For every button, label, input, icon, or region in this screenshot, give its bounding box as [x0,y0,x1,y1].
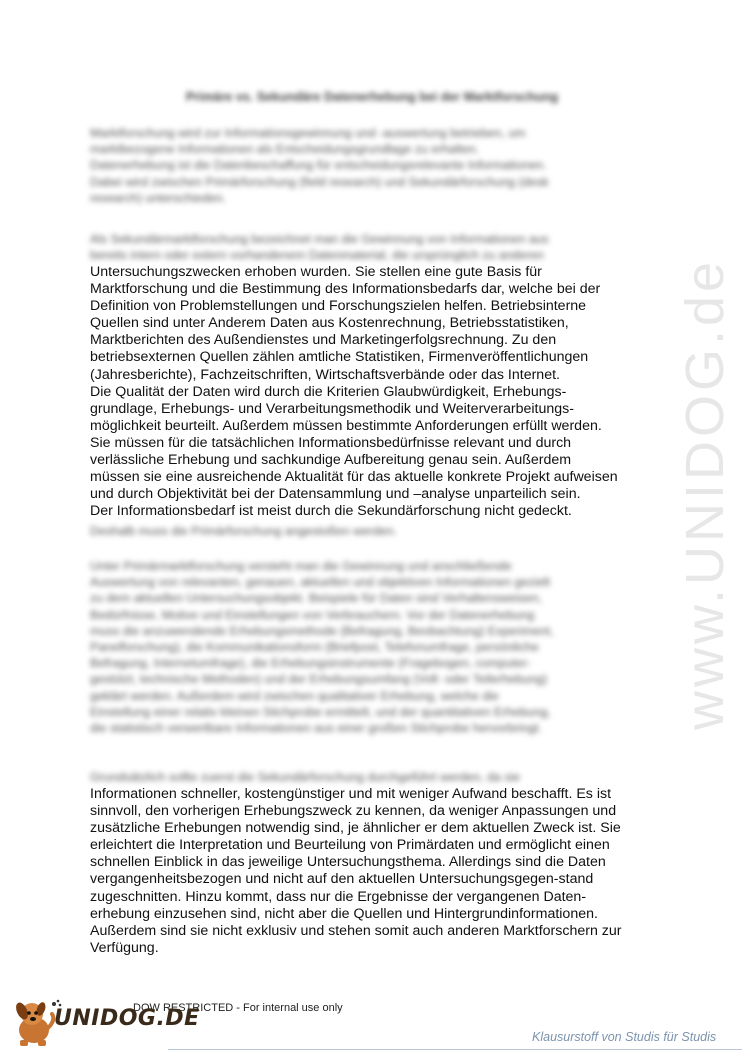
text-line: verlässliche Erhebung und sachkundige Aufbereitung genau sein. Außerdem [90,452,572,469]
text-line: sinnvoll, den vorherigen Erhebungszweck zu kennen, da weniger Anpassungen und [90,803,617,820]
paragraph-secondary [90,264,654,520]
text-line: zu dem aktuellen Untersuchungsobjekt. Beispiele für Daten sind Verhaltensweisen, [90,591,542,606]
text-line: Datenerhebung ist die Datenbeschaffung für entscheidungsrelevante Informationen. [90,158,547,173]
text-line: müssen sie eine ausreichende Aktualität für das aktuelle konkrete Projekt aufweisen [90,469,618,486]
paragraph-primary [90,558,654,736]
text-line: schnellen Einblick in das jeweilige Untersuchungsthema. Allerdings sind die Daten [90,854,606,871]
text-line: Grundsätzlich sollte zuerst die Sekundärforschung durchgeführt werden, da sie [90,770,520,784]
text-line: betriebsexternen Quellen zählen amtliche Statistiken, Firmenveröffentlichungen [90,349,589,366]
text-line: vergangenheitsbezogen und nicht auf den aktuellen Untersuchungsgegen-stand [90,871,594,888]
text-line: Befragung, Internetumfrage), die Erhebungsinstrumente (Fragebogen, computer- [90,656,531,671]
unidog-watermark: www.UNIDOG.de [675,257,735,730]
text-line: Verfügung. [90,939,159,956]
paragraph-secondary-blurred-start [90,231,654,263]
text-line: marktbezogene Informationen als Entscheidungsgrundlage zu erhalten. [90,142,479,157]
text-line: erleichtert die Interpretation und Beurteilung von Primärdaten und ermöglicht einen [90,837,610,854]
text-line: die statistisch verwertbare Informationen aus einer großen Stichprobe hervorbringt. [90,721,542,736]
text-line: Marktforschung wird zur Informationsgewinnung und -auswertung betrieben, um [90,126,526,140]
text-line: gestützt, technische Methoden) und der Erhebungsumfang (Voll- oder Teilerhebung) [90,672,548,687]
paragraph-secondary-blurred-end [90,523,654,539]
text-line: Der Informationsbedarf ist meist durch die Sekundärforschung nicht gedeckt. [90,503,572,520]
document-title: Primäre vs. Sekundäre Datenerhebung bei der Marktforschung [185,90,559,104]
text-line: Panelforschung), die Kommunikationsform (Briefpost, Telefonumfrage, persönliche [90,640,539,655]
text-line: grundlage, Erhebungs- und Verarbeitungsmethodik und Weiterverarbeitungs- [90,400,574,417]
text-line: geklärt werden. Außerdem wird zwischen qualitativer Erhebung, welche die [90,688,499,703]
text-line: möglichkeit beurteilt. Außerdem müssen bestimmte Anforderungen erfüllt werden. [90,417,602,434]
text-line: und durch Objektivität bei der Datensammlung und –analyse unparteilich sein. [90,486,581,503]
paragraph-conclusion-blurred-start [90,769,654,785]
text-line: Als Sekundärmarktforschung bezeichnet man die Gewinnung von Informationen aus [90,232,549,246]
text-line: Marktberichten des Außendienstes und Marketingerfolgsrechnung. Zu den [90,332,557,349]
text-line: Definition von Problemstellungen und Forschungszielen helfen. Betriebsinterne [90,298,587,315]
text-line: Auswertung von relevanten, genauen, aktuellen und objektiven Informationen gezielt [90,575,551,590]
text-line: zugeschnitten. Hinzu kommt, dass nur die Ergebnisse der vergangenen Daten- [90,888,587,905]
text-line: Untersuchungszwecken erhoben wurden. Sie stellen eine gute Basis für [90,264,542,280]
text-line: Marktforschung und die Bestimmung des Informationsbedarfs dar, welche bei der [90,281,601,298]
text-line: muss die anzuwendende Erhebungsmethode (Befragung, Beobachtung) Experiment, [90,623,554,638]
text-line: Bedürfnisse, Motive und Einstellungen von Verbrauchern. Vor der Datenerhebung [90,607,535,622]
text-line: Außerdem sind sie nicht exklusiv und stehen somit auch anderen Marktforschern zur [90,922,622,939]
text-line: research) unterschieden. [90,190,227,205]
text-line: Unter Primärmarktforschung versteht man die Gewinnung und anschließende [90,559,512,573]
paragraph-conclusion [90,786,654,957]
text-line: Sie müssen für die tatsächlichen Informationsbedürfnisse relevant und durch [90,434,572,451]
text-line: Deshalb muss die Primärforschung angestoßen werden. [90,524,397,538]
restricted-notice: DOW RESTRICTED - For internal use only [133,1002,343,1014]
footer-slogan: Klausurstoff von Studis für Studis [532,1030,717,1044]
text-line: Die Qualität der Daten wird durch die Kriterien Glaubwürdigkeit, Erhebungs- [90,383,567,400]
text-line: bereits intern oder extern vorhandenem Datenmaterial, die ursprünglich zu anderen [90,248,544,263]
text-line: Dabei wird zwischen Primärforschung (field research) und Sekundärforschung (desk [90,174,549,189]
text-line: Einstellung einer relativ kleinen Stichprobe ermittelt, und der quantitativen Erhebung, [90,704,551,719]
footer-divider [168,1049,742,1050]
unidog-logo-text: UNIDOG.DE [54,1006,200,1031]
text-line: erhebung einzusehen sind, nicht aber die Quellen und Hintergrundinformationen. [90,905,598,922]
text-line: Quellen sind unter Anderem Daten aus Kostenrechnung, Betriebsstatistiken, [90,315,569,332]
text-line: Informationen schneller, kostengünstiger und mit weniger Aufwand beschafft. Es ist [90,786,612,802]
text-line: (Jahresberichte), Fachzeitschriften, Wirtschaftsverbände oder das Internet. [90,366,560,383]
text-line: zusätzliche Erhebungen notwendig sind, je ähnlicher er dem aktuellen Zweck ist. Sie [90,820,621,837]
paragraph-intro [90,125,654,206]
